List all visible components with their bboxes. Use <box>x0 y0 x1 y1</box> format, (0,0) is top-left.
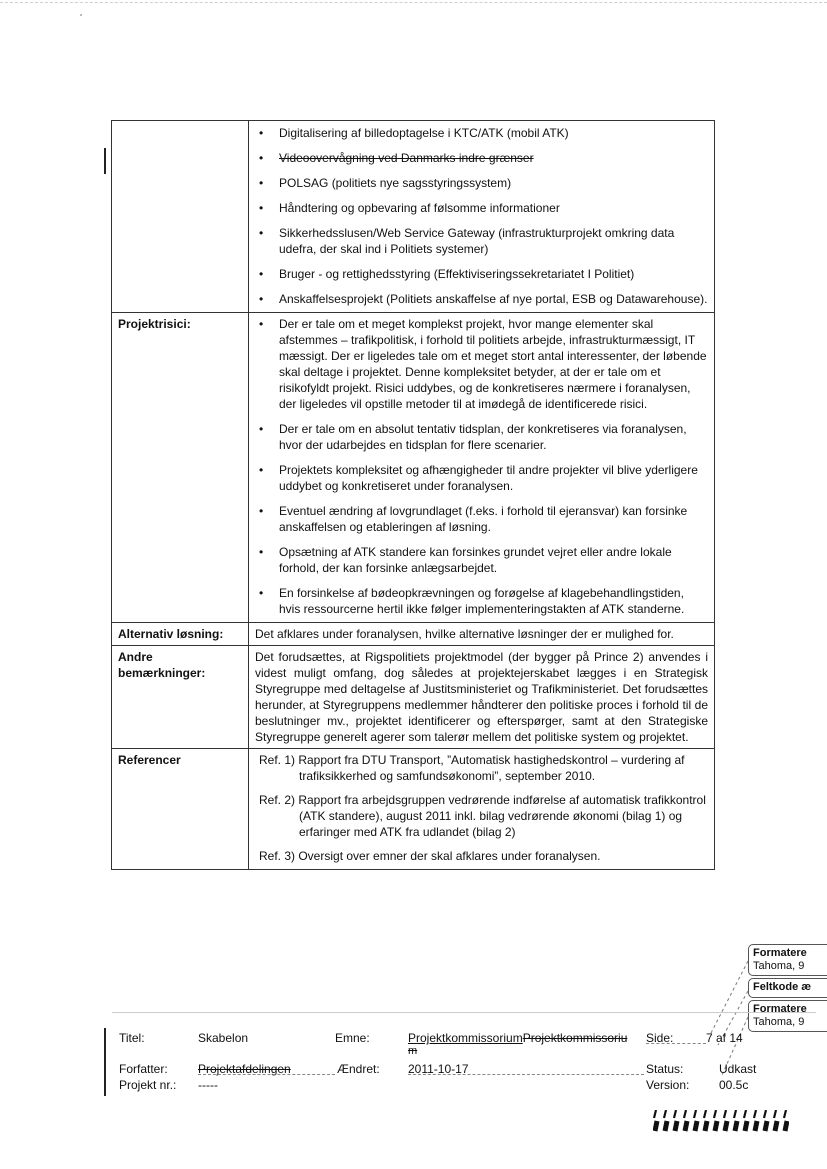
reference-item: Ref. 1) Rapport fra DTU Transport, ”Automatisk hastighedskontrol – vurdering af trafiksikkerhed og samfundsøkonomi”, september 2010. <box>259 753 685 783</box>
list-item: • En forsinkelse af bødeopkrævningen og forøgelse af klagebehandlingstiden, hvis ressourcerne hertil ikke følger implementeringstakten af ATK standerne. <box>255 585 708 617</box>
footer-side-value: 7 af 14 <box>706 1031 743 1045</box>
row-references-content <box>249 749 715 870</box>
row-alternative-content: Det afklares under foranalysen, hvilke alternative løsninger der er mulighed for. <box>249 623 715 646</box>
project-table <box>111 120 715 870</box>
footer-dotted-rule <box>408 1074 644 1075</box>
footer-titel-value: Skabelon <box>198 1031 249 1045</box>
list-item-deleted: • Videoovervågning ved Danmarks indre grænser <box>255 150 708 166</box>
row-risks-label: Projektrisici: <box>112 313 249 623</box>
speck <box>80 14 82 16</box>
comment-balloon-fieldcode[interactable] <box>748 978 827 998</box>
list-item: • POLSAG (politiets nye sagsstyringssystem) <box>255 175 708 191</box>
footer-emne-value <box>408 1031 627 1046</box>
list-item: • Der er tale om en absolut tentativ tidsplan, der konkretiseres via foranalysen, hvor der udarbejdes en tidsplan for flere scenarier. <box>255 421 708 453</box>
list-item: • Håndtering og opbevaring af følsomme informationer <box>255 200 708 216</box>
footer-emne-label: Emne: <box>335 1031 370 1045</box>
row-systems-content <box>249 121 715 313</box>
footer-forfatter-label: Forfatter: <box>119 1062 168 1076</box>
comment-title: Formatere <box>753 947 807 959</box>
row-systems-label <box>112 121 249 313</box>
footer-projekt-label: Projekt nr.: <box>119 1078 177 1092</box>
footer-version-label: Version: <box>646 1078 690 1092</box>
footer-dotted-rule <box>198 1074 335 1075</box>
footer-titel-label: Titel: <box>119 1031 145 1045</box>
reference-item: Ref. 3) Oversigt over emner der skal afklares under foranalysen. <box>259 849 601 863</box>
footer-projekt-value: ----- <box>198 1078 218 1092</box>
list-item: • Der er tale om et meget komplekst projekt, hvor mange elementer skal afstemmes – trafikpolitisk, i forhold til politiets arbejde, infrastrukturmæssigt, IT mæssigt. Der er ligeledes tale om et meget stort antal interessenter, der løbende skal deltage i projektet. Denne kompleksitet betyder, at der er tale om et risikofyldt projekt. Risici uddybes, og de konkretiseres nærmere i foranalysen, der ligeledes vil opstille metoder til at imødegå de identificerede risici. <box>255 316 708 412</box>
footer-status-label: Status: <box>646 1062 684 1076</box>
footer-version-value: 00.5c <box>719 1078 749 1092</box>
emne-deleted: Projektkommissoriu <box>522 1031 628 1045</box>
footer-dotted-rule <box>646 1043 706 1044</box>
change-bar <box>104 148 106 174</box>
footer-aendret-label: Ændret: <box>337 1062 380 1076</box>
footer-aendret-value: 2011-10-17 <box>408 1062 469 1076</box>
comment-balloon-formatted[interactable] <box>748 1000 827 1032</box>
footer-status-value: Udkast <box>719 1062 757 1076</box>
footer-separator <box>112 1012 816 1013</box>
row-alternative <box>112 623 715 646</box>
row-alternative-label: Alternativ løsning: <box>112 623 249 646</box>
list-item: • Eventuel ændring af lovgrundlaget (f.eks. i forhold til ejeransvar) kan forsinke anskaffelsen og etableringen af løsning. <box>255 503 708 535</box>
row-remarks-content: Det forudsættes, at Rigspolitiets projektmodel (der bygger på Prince 2) anvendes i videst muligt omfang, dog således at projektejerskabet lægges i en Strategisk Styregruppe med deltagelse af Justitsministeriet og Trafikministeriet. Det forudsættes herunder, at Styregruppens medlemmer håndterer den politiske proces i forhold til de beslutninger mv., projektet identificerer og efterspørger, samt at den Strategiske Styregruppe generelt agerer som talerør mellem det politiske system og projektet. <box>249 646 715 749</box>
row-references <box>112 749 715 870</box>
row-remarks-label: Andre bemærkninger: <box>112 646 249 749</box>
comment-title: Feltkode æ <box>753 981 812 993</box>
list-item: • Anskaffelsesprojekt (Politiets anskaffelse af nye portal, ESB og Datawarehouse). <box>255 291 708 307</box>
comment-detail: Tahoma, 9 <box>753 960 805 972</box>
comment-balloon-formatted[interactable] <box>748 944 827 976</box>
barcode-graphic <box>653 1110 789 1132</box>
list-item: • Sikkerhedsslusen/Web Service Gateway (infrastrukturprojekt omkring data udefra, der skal ind i Politiets systemer) <box>255 225 708 257</box>
row-references-label: Referencer <box>112 749 249 870</box>
reference-item: Ref. 2) Rapport fra arbejdsgruppen vedrørende indførelse af automatisk trafikkontrol (ATK standere), august 2011 inkl. bilag vedrørende økonomi (bilag 1) og erfaringer med ATK fra udlandet (bilag 2) <box>259 793 706 839</box>
footer-forfatter-value: Projektafdelingen <box>198 1062 291 1076</box>
list-item: • Bruger - og rettighedsstyring (Effektiviseringssekretariatet I Politiet) <box>255 266 708 282</box>
emne-deleted-continued: m <box>408 1045 418 1057</box>
footer-side-label: Side: <box>646 1031 674 1045</box>
row-risks <box>112 313 715 623</box>
emne-inserted: Projektkommissorium <box>408 1031 523 1045</box>
page-top-edge <box>0 2 827 3</box>
list-item: • Projektets kompleksitet og afhængigheder til andre projekter vil blive yderligere uddybet og konkretiseret under foranalysen. <box>255 462 708 494</box>
comment-title: Formatere <box>753 1003 807 1015</box>
change-bar <box>104 1028 106 1096</box>
comment-detail: Tahoma, 9 <box>753 1016 805 1028</box>
list-item: • Opsætning af ATK standere kan forsinkes grundet vejret eller andre lokale forhold, der kan forsinke anlægsarbejdet. <box>255 544 708 576</box>
list-item: • Digitalisering af billedoptagelse i KTC/ATK (mobil ATK) <box>255 125 708 141</box>
row-risks-content <box>249 313 715 623</box>
row-remarks <box>112 646 715 749</box>
row-systems <box>112 121 715 313</box>
